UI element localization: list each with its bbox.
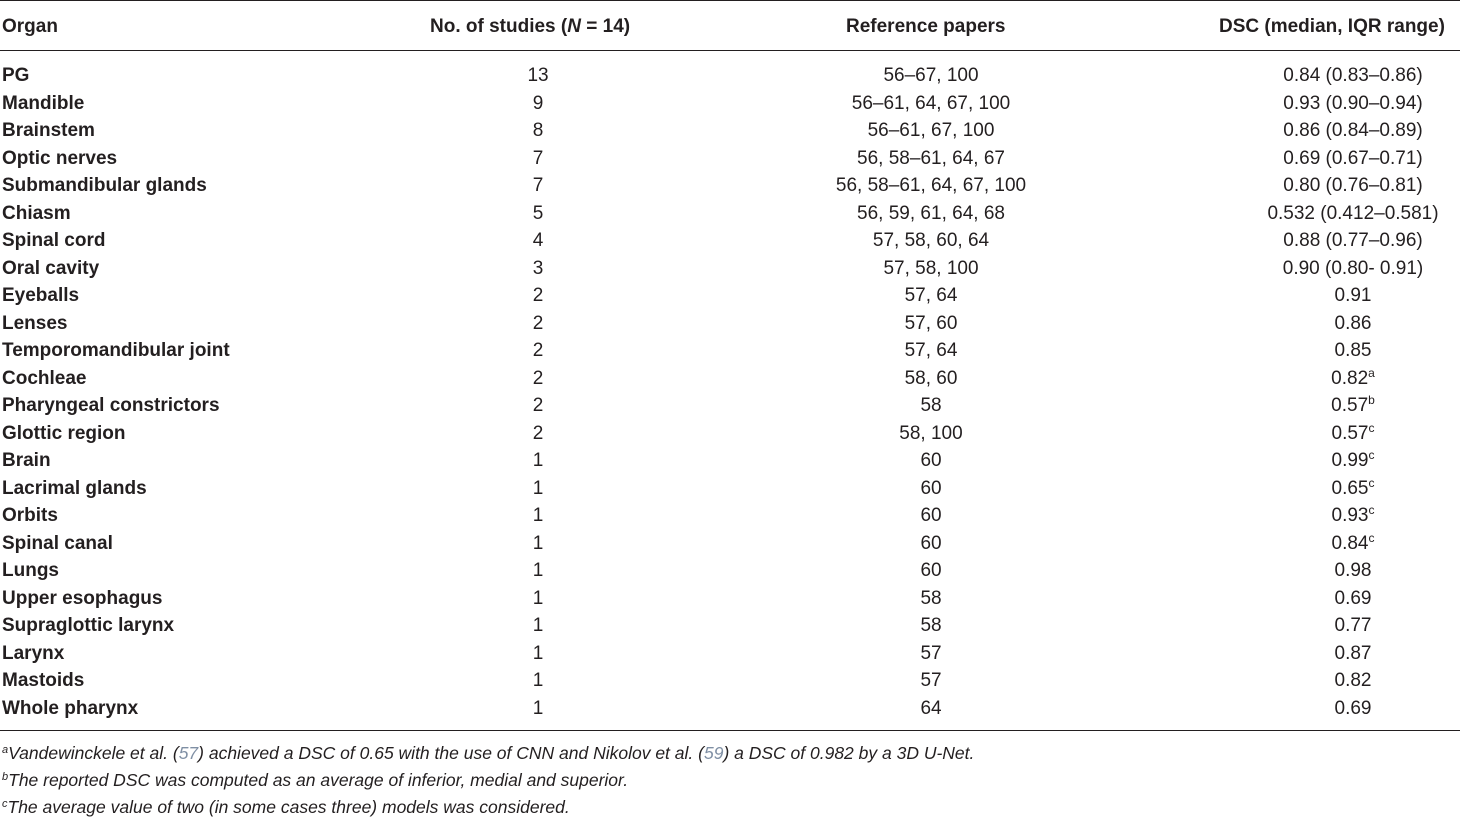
studies-count: 2 <box>532 422 544 444</box>
dsc-value: 0.80 (0.76–0.81) <box>1283 175 1423 196</box>
footnote-marker[interactable]: c <box>1368 530 1375 545</box>
footnotes <box>0 740 1460 821</box>
studies-count: 4 <box>532 230 544 251</box>
studies-count: 2 <box>532 285 544 306</box>
organ-cell: Spinal cord <box>2 230 106 251</box>
studies-count: 9 <box>532 92 544 114</box>
table-row <box>0 172 1460 200</box>
table-row <box>0 695 1460 723</box>
table-row <box>0 227 1460 255</box>
reference-papers: 58 <box>920 587 942 609</box>
reference-papers: 57, 58, 60, 64 <box>872 230 990 251</box>
reference-papers: 57, 64 <box>904 340 958 361</box>
organ-cell: Upper esophagus <box>2 587 163 609</box>
footnote-text: The reported DSC was computed as an average of inferior, medial and superior. <box>8 770 629 790</box>
dsc-value-wrap <box>1283 227 1422 255</box>
dsc-value-wrap <box>1335 585 1372 613</box>
dsc-value-wrap <box>1283 145 1422 173</box>
header-n-suffix: = 14) <box>580 16 631 37</box>
footnote-text: Vandewinckele et al. ( <box>8 743 179 763</box>
dsc-value: 0.93 (0.90–0.94) <box>1283 92 1423 114</box>
organ-cell: Glottic region <box>2 422 126 444</box>
dsc-value: 0.69 <box>1334 697 1372 719</box>
studies-count: 1 <box>532 532 544 554</box>
studies-count: 1 <box>532 670 544 691</box>
reference-papers: 58 <box>920 615 942 636</box>
footnote-marker[interactable]: c <box>1368 475 1375 490</box>
header-dsc: DSC (median, IQR range) <box>1219 16 1445 37</box>
reference-papers: 64 <box>920 697 942 719</box>
organ-cell: Lenses <box>2 312 68 334</box>
footnote-marker[interactable]: c <box>1368 448 1375 462</box>
dsc-value: 0.57 <box>1331 395 1369 416</box>
studies-count: 1 <box>532 587 544 609</box>
reference-papers: 60 <box>920 477 942 499</box>
dsc-value-wrap <box>1332 502 1375 530</box>
studies-count: 8 <box>532 120 544 141</box>
reference-papers: 60 <box>920 560 942 581</box>
header-number-of-studies <box>430 14 630 40</box>
footnote-marker[interactable]: b <box>1368 393 1375 407</box>
dsc-value: 0.57 <box>1331 422 1369 444</box>
organ-cell: Whole pharynx <box>2 697 139 719</box>
header-n-variable: N <box>567 16 581 37</box>
organ-cell: Orbits <box>2 505 58 526</box>
dsc-value-wrap <box>1332 447 1375 475</box>
organ-cell: PG <box>2 65 30 86</box>
dsc-value: 0.65 <box>1331 477 1369 499</box>
studies-count: 1 <box>532 560 544 581</box>
dsc-value: 0.99 <box>1331 450 1369 471</box>
reference-papers: 56, 59, 61, 64, 68 <box>857 202 1005 224</box>
table-row <box>0 200 1460 228</box>
organ-cell: Pharyngeal constrictors <box>2 395 220 416</box>
dsc-value: 0.88 (0.77–0.96) <box>1283 230 1423 251</box>
table-row <box>0 282 1460 310</box>
organ-cell: Larynx <box>2 642 65 664</box>
table-row <box>0 612 1460 640</box>
reference-papers: 56–67, 100 <box>883 65 979 86</box>
studies-count: 1 <box>532 642 544 664</box>
footnote-marker[interactable]: a <box>1368 365 1375 380</box>
table-row <box>0 447 1460 475</box>
reference-papers: 58 <box>920 395 942 416</box>
organ-cell: Brainstem <box>2 120 95 141</box>
organ-cell: Brain <box>2 450 51 471</box>
dsc-value: 0.69 <box>1334 587 1372 609</box>
studies-count: 1 <box>532 615 544 636</box>
dsc-value-wrap <box>1331 365 1375 393</box>
studies-count: 3 <box>532 257 544 279</box>
table-row <box>0 255 1460 283</box>
header-n-prefix: No. of studies ( <box>430 16 568 37</box>
footnote-text: The average value of two (in some cases three) models was considered. <box>7 797 570 817</box>
studies-count: 2 <box>532 367 544 389</box>
studies-count: 1 <box>532 505 544 526</box>
dsc-value-wrap <box>1335 310 1372 338</box>
reference-papers: 56–61, 64, 67, 100 <box>851 92 1011 114</box>
bottom-rule <box>0 730 1460 731</box>
dsc-value: 0.69 (0.67–0.71) <box>1283 147 1423 169</box>
table-row <box>0 365 1460 393</box>
footnote-mark: b <box>2 771 9 783</box>
organ-cell: Supraglottic larynx <box>2 615 175 636</box>
organ-cell: Submandibular glands <box>2 175 207 196</box>
footnote-marker[interactable]: c <box>1368 420 1375 435</box>
dsc-value-wrap <box>1332 530 1375 558</box>
studies-count: 13 <box>527 65 549 86</box>
header-organ: Organ <box>2 16 58 37</box>
footnote-text: ) a DSC of 0.982 by a 3D U-Net. <box>723 743 975 763</box>
organ-cell: Temporomandibular joint <box>2 340 230 361</box>
dsc-value: 0.82 <box>1334 670 1372 691</box>
reference-papers: 57 <box>920 642 942 664</box>
table-body <box>0 62 1460 722</box>
dsc-value: 0.77 <box>1334 615 1372 636</box>
footnote-marker[interactable]: c <box>1368 503 1375 517</box>
table-row <box>0 557 1460 585</box>
dsc-value: 0.87 <box>1334 642 1372 664</box>
reference-papers: 60 <box>920 532 942 554</box>
studies-count: 5 <box>532 202 544 224</box>
dsc-value: 0.98 <box>1334 560 1372 581</box>
reference-papers: 58, 60 <box>904 367 958 389</box>
footnote-a <box>0 740 1460 767</box>
studies-count: 2 <box>532 340 544 361</box>
dsc-value: 0.90 (0.80- 0.91) <box>1282 257 1424 279</box>
dsc-value: 0.86 (0.84–0.89) <box>1283 120 1423 141</box>
reference-papers: 56–61, 67, 100 <box>867 120 995 141</box>
dsc-value-wrap <box>1331 392 1375 420</box>
dsc-value-wrap <box>1332 475 1375 503</box>
organ-cell: Mandible <box>2 92 85 114</box>
table-row <box>0 420 1460 448</box>
footnote-c <box>0 794 1460 821</box>
reference-papers: 60 <box>920 505 942 526</box>
table-row <box>0 392 1460 420</box>
table-row <box>0 145 1460 173</box>
footnote-mark: a <box>2 744 9 756</box>
reference-papers: 57 <box>920 670 942 691</box>
dsc-value-wrap <box>1283 62 1422 90</box>
dsc-value-wrap <box>1335 557 1372 585</box>
table-row <box>0 502 1460 530</box>
reference-papers: 56, 58–61, 64, 67 <box>857 147 1005 169</box>
dsc-value: 0.82 <box>1331 367 1369 389</box>
citation-link[interactable]: 59 <box>703 743 724 763</box>
dsc-value-wrap <box>1332 420 1375 448</box>
dsc-value: 0.84 (0.83–0.86) <box>1283 65 1423 86</box>
studies-count: 7 <box>532 175 544 196</box>
organ-cell: Oral cavity <box>2 257 100 279</box>
organ-cell: Lungs <box>2 560 59 581</box>
header-reference-papers: Reference papers <box>846 16 1006 37</box>
table-row <box>0 475 1460 503</box>
footnote-b <box>0 767 1460 794</box>
studies-count: 1 <box>532 697 544 719</box>
studies-count: 2 <box>532 312 544 334</box>
studies-count: 1 <box>532 477 544 499</box>
dsc-value-wrap <box>1267 200 1438 228</box>
studies-count: 7 <box>532 147 544 169</box>
dsc-value: 0.85 <box>1334 340 1372 361</box>
dsc-value: 0.84 <box>1331 532 1369 554</box>
table-row <box>0 310 1460 338</box>
organ-cell: Spinal canal <box>2 532 113 554</box>
table-row <box>0 90 1460 118</box>
header-rule <box>0 50 1460 51</box>
studies-count: 2 <box>532 395 544 416</box>
reference-papers: 56, 58–61, 64, 67, 100 <box>835 175 1027 196</box>
reference-papers: 58, 100 <box>899 422 963 444</box>
table-row <box>0 667 1460 695</box>
dsc-value-wrap <box>1283 255 1423 283</box>
dsc-value-wrap <box>1283 172 1422 200</box>
dsc-value: 0.91 <box>1334 285 1372 306</box>
organ-cell: Eyeballs <box>2 285 80 306</box>
citation-link[interactable]: 57 <box>178 743 199 763</box>
table-row <box>0 337 1460 365</box>
reference-papers: 57, 60 <box>904 312 958 334</box>
organ-cell: Lacrimal glands <box>2 477 147 499</box>
organ-cell: Mastoids <box>2 670 85 691</box>
dsc-value: 0.93 <box>1331 505 1369 526</box>
dsc-value-wrap <box>1283 117 1422 145</box>
table-row <box>0 62 1460 90</box>
reference-papers: 60 <box>920 450 942 471</box>
dsc-value-wrap <box>1335 640 1372 668</box>
footnote-text: ) achieved a DSC of 0.65 with the use of CNN and Nikolov et al. ( <box>198 743 704 763</box>
dsc-value-wrap <box>1335 612 1372 640</box>
studies-count: 1 <box>532 450 544 471</box>
reference-papers: 57, 58, 100 <box>883 257 979 279</box>
footnote-mark: c <box>2 798 8 810</box>
table-row <box>0 117 1460 145</box>
dsc-value-wrap <box>1335 695 1372 723</box>
dsc-value-wrap <box>1283 90 1422 118</box>
dsc-value-wrap <box>1335 337 1372 365</box>
dsc-value: 0.532 (0.412–0.581) <box>1267 202 1439 224</box>
organ-cell: Optic nerves <box>2 147 118 169</box>
top-rule <box>0 0 1460 1</box>
organ-cell: Chiasm <box>2 202 71 224</box>
table-row <box>0 530 1460 558</box>
dsc-value-wrap <box>1335 282 1372 310</box>
dsc-value-wrap <box>1335 667 1372 695</box>
reference-papers: 57, 64 <box>904 285 958 306</box>
table-row <box>0 640 1460 668</box>
organ-cell: Cochleae <box>2 367 87 389</box>
dsc-value: 0.86 <box>1334 312 1372 334</box>
table-row <box>0 585 1460 613</box>
